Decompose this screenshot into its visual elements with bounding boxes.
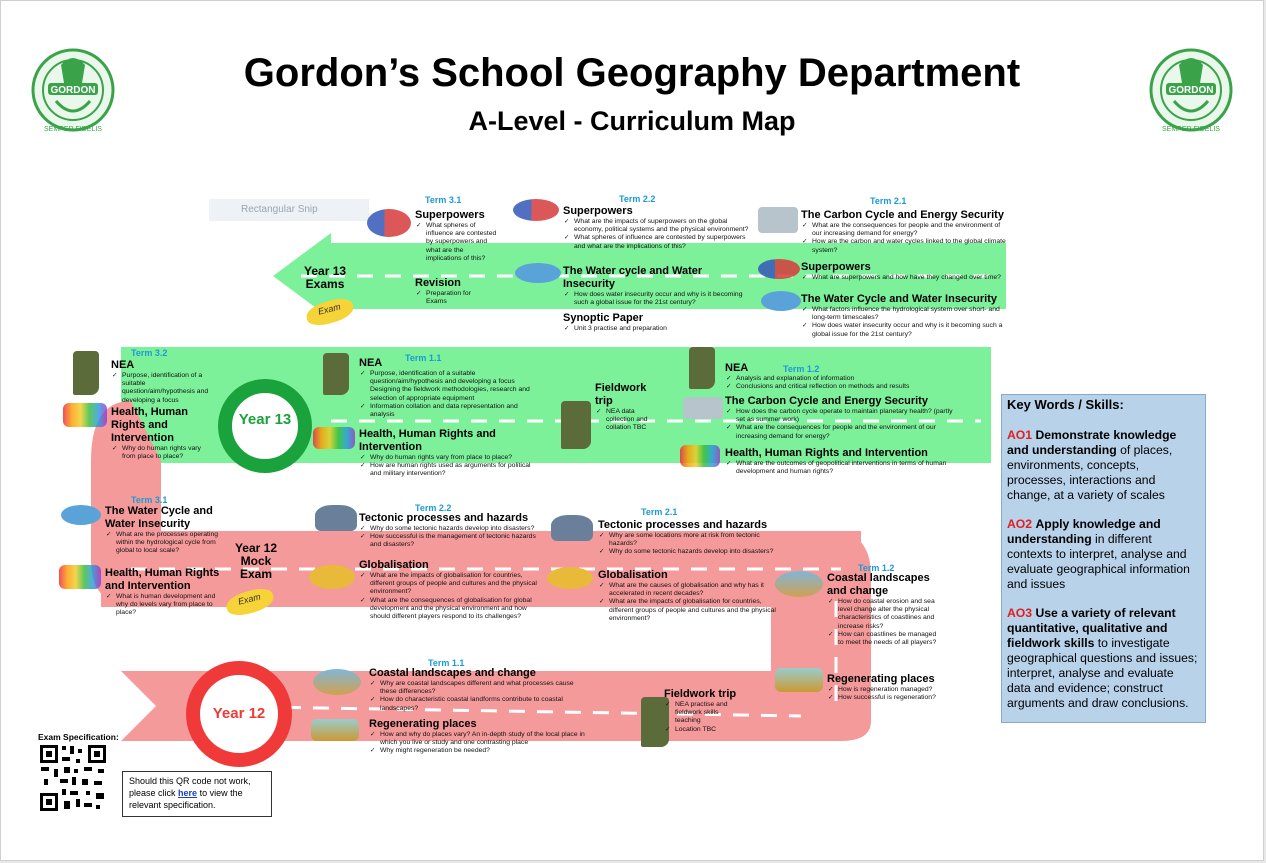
y12-term31-label: Term 3.1: [131, 495, 168, 505]
y13-term21-label: Term 2.1: [870, 196, 907, 206]
exam-sticky-icon: Exam: [224, 586, 276, 619]
power-plant-icon: [758, 207, 798, 233]
y13-health-c: Health, Human Rights and Intervention ✓ What are the outcomes of geopolitical interventions in terms of human development and human rights?: [725, 447, 955, 476]
y12-regen-b: Regenerating places ✓ How and why do places vary? An in-depth study of the local place in which you live or study and one contrasting place ✓ Why might regeneration be needed?: [369, 718, 589, 756]
svg-text:GORDON: GORDON: [1168, 85, 1214, 96]
wellington-boot-icon: [689, 347, 715, 389]
y13-water-b: The Water cycle and Water Insecurity ✓ How does water insecurity occur and why is it becoming such a global issue for the 21st century?: [563, 265, 753, 307]
flags-icon: [367, 209, 411, 237]
svg-text:GORDON: GORDON: [50, 85, 96, 96]
page-title: Gordon’s School Geography Department: [243, 51, 1021, 95]
coast-icon: [313, 669, 361, 695]
year13-exams-label: Year 13 Exams: [304, 264, 347, 291]
coast-icon: [775, 571, 823, 597]
key-words-panel: [1001, 394, 1206, 723]
people-icon: [63, 403, 107, 427]
qr-note-box: Should this QR code not work, please click here to view the relevant specification.: [122, 771, 272, 817]
flags-icon: [758, 259, 800, 279]
exam-spec-label: Exam Specification:: [38, 732, 119, 742]
svg-text:SEMPER FIDELIS: SEMPER FIDELIS: [1162, 126, 1220, 133]
flags-icon: [513, 199, 559, 221]
page-subtitle: A-Level - Curriculum Map: [468, 106, 796, 136]
wellington-boot-icon: [73, 351, 99, 395]
water-icon: [515, 263, 561, 283]
y13-superpowers-a: Superpowers ✓ What spheres of influence are contested by superpowers and what are the implications of this?: [415, 209, 507, 263]
year13-label: Year 13: [238, 411, 292, 428]
y13-health-b: Health, Human Rights and Intervention ✓ Why do human rights vary from place to place? ✓ How are human rights used as arguments for political and military intervention?: [359, 428, 539, 479]
wellington-boot-icon: [323, 353, 349, 395]
y12-health: Health, Human Rights and Intervention ✓ What is human development and why do levels vary from place to place?: [105, 567, 229, 618]
ao3-text: AO3 Use a variety of relevant quantitative, qualitative and fieldwork skills to investigate geographical questions and issues; interpret, analyse and evaluate data and evidence; construct arguments and draw conclusions.: [1007, 606, 1198, 710]
y13-term32-label: Term 3.2: [131, 348, 168, 358]
y12-tectonic-a: Tectonic processes and hazards ✓ Why do some tectonic hazards develop into disasters? ✓ How successful is the management of tectonic hazards and disasters?: [359, 512, 539, 550]
y12-global-a: Globalisation ✓ What are the impacts of globalisation for countries, different groups of people and cultures and the physical environment? ✓ What are the consequences of globalisation for global development and the physical environment and how should different players respond to its challenges?: [359, 559, 539, 621]
y13-term12-label: Term 1.2: [783, 364, 820, 374]
y13-superpowers-c: Superpowers ✓ What are superpowers and how have they changed over time?: [801, 261, 1011, 282]
y13-synoptic: Synoptic Paper ✓ Unit 3 practise and preparation: [563, 312, 753, 333]
year12-label: Year 12: [212, 705, 266, 722]
city-icon: [311, 719, 359, 741]
y13-term31-label: Term 3.1: [425, 195, 462, 205]
power-plant-icon: [683, 397, 723, 419]
y13-nea-a: NEA ✓ Purpose, identification of a suitable question/aim/hypothesis and developing a focus: [111, 359, 211, 405]
people-icon: [680, 445, 720, 467]
y12-term22-label: Term 2.2: [415, 503, 452, 513]
people-icon: [59, 565, 101, 589]
people-icon: [313, 427, 355, 449]
y13-nea-b: NEA ✓ Purpose, identification of a suitable question/aim/hypothesis and developing a focus Designing the fieldwork methodologies, research and selection of appropriate equipment ✓ Information collation and data representation and analysis: [359, 357, 539, 419]
rectangular-snip-overlay: Rectangular Snip: [209, 199, 369, 221]
y12-tectonic-b: Tectonic processes and hazards ✓ Why are some locations more at risk from tectonic hazards? ✓ Why do some tectonic hazards develop into disasters?: [598, 519, 783, 557]
specification-link[interactable]: here: [178, 788, 198, 798]
y13-fieldwork: Fieldwork trip ✓ NEA data collection and collation TBC: [595, 382, 657, 433]
volcano-icon: [551, 515, 593, 541]
y12-term21-label: Term 2.1: [641, 507, 678, 517]
year12-mock-label: Year 12 Mock Exam: [234, 541, 278, 581]
globe-icon: [547, 567, 593, 589]
svg-text:SEMPER FIDELIS: SEMPER FIDELIS: [44, 126, 102, 133]
y13-nea-c: NEA ✓ Analysis and explanation of information ✓ Conclusions and critical reflection on methods and results: [725, 362, 945, 391]
qr-code-icon[interactable]: [38, 743, 108, 813]
y13-health-a: Health, Human Rights and Intervention ✓ Why do human rights vary from place to place?: [111, 406, 207, 461]
volcano-icon: [315, 505, 357, 531]
y12-fieldwork: Fieldwork trip ✓ NEA practise and fieldwork skills teaching ✓ Location TBC: [664, 688, 746, 734]
y12-term11-label: Term 1.1: [428, 658, 465, 668]
y13-term11-label: Term 1.1: [405, 353, 442, 363]
y13-water-c: The Water Cycle and Water Insecurity ✓ What factors influence the hydrological system over short- and long-term timescales? ✓ How does water insecurity occur and why is it becoming such a global issue for the 21st century?: [801, 293, 1011, 339]
y12-term12-label: Term 1.2: [858, 563, 895, 573]
wellington-boot-icon: [561, 401, 591, 449]
y12-global-b: Globalisation ✓ What are the causes of globalisation and why has it accelerated in recent decades? ✓ What are the impacts of globalisation for countries, different groups of people and cultures and the physical environment?: [598, 569, 778, 623]
y13-superpowers-b: Superpowers ✓ What are the impacts of superpowers on the global economy, political systems and the physical environment? ✓ What spheres of influence are contested by superpowers and what are the implications of this?: [563, 205, 753, 251]
y12-regen-a: Regenerating places ✓ How is regeneration managed? ✓ How successful is regeneration?: [827, 673, 939, 702]
ao2-text: AO2 Apply knowledge and understanding in different contexts to interpret, analyse and evaluate geographical information and issues: [1007, 517, 1190, 591]
globe-icon: [309, 565, 355, 589]
ao1-text: AO1 Demonstrate knowledge and understanding of places, environments, concepts, processes, interactions and change, at a variety of scales: [1007, 428, 1177, 502]
key-words-title: Key Words / Skills:: [1007, 397, 1124, 412]
y13-carbon-b: The Carbon Cycle and Energy Security ✓ How does the carbon cycle operate to maintain planetary health? (partly set as summer work) ✓ What are the consequences for people and the environment of our increasing demand for energy?: [725, 395, 955, 441]
water-icon: [61, 505, 101, 525]
y12-coastal-b: Coastal landscapes and change ✓ Why are coastal landscapes different and what processes cause these differences? ✓ How do characteristic coastal landforms contribute to coastal landscapes?: [369, 667, 589, 713]
exam-sticky-icon: Exam: [304, 296, 356, 329]
y13-term22-label: Term 2.2: [619, 194, 656, 204]
y13-carbon-a: The Carbon Cycle and Energy Security ✓ What are the consequences for people and the environment of our increasing demand for energy? ✓ How are the carbon and water cycles linked to the global climate system?: [801, 209, 1011, 255]
y12-water: The Water Cycle and Water Insecurity ✓ What are the processes operating within the hydrological cycle from global to local scale?: [105, 505, 225, 556]
y12-coastal-a: Coastal landscapes and change ✓ How do coastal erosion and sea level change alter the physical characteristics of coastlines and increase risks? ✓ How can coastlines be managed to meet the needs of all players?: [827, 572, 939, 647]
city-icon: [775, 668, 823, 692]
water-icon: [761, 291, 801, 311]
y13-revision: Revision ✓ Preparation for Exams: [415, 277, 487, 306]
